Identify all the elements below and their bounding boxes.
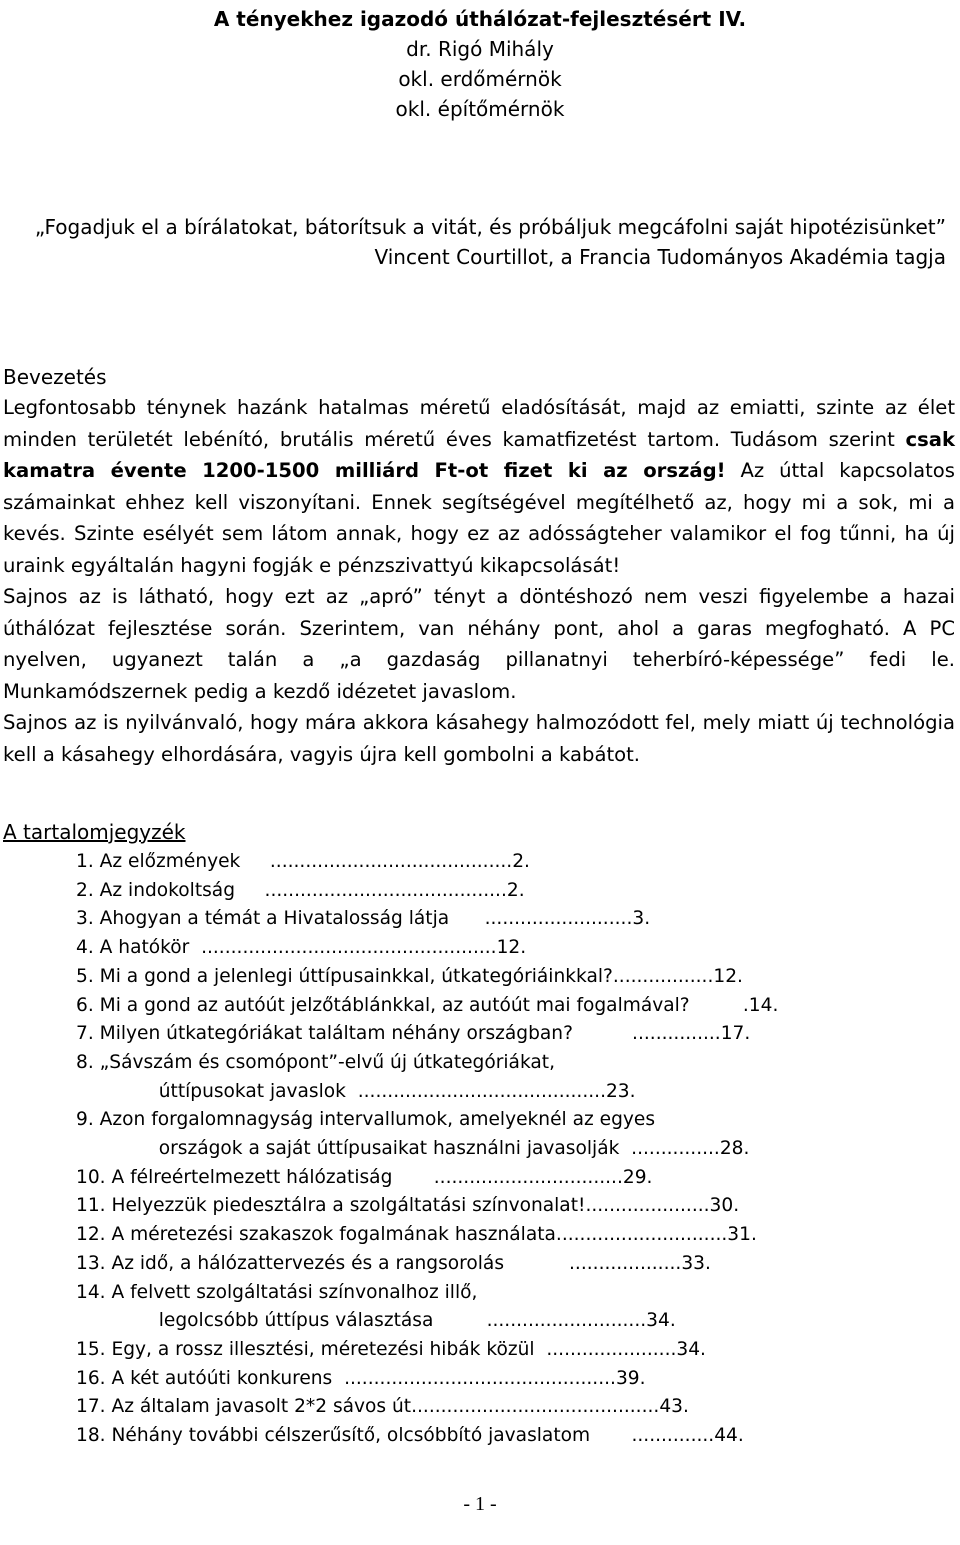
toc-heading: A tartalomjegyzék	[3, 820, 186, 844]
intro-heading: Bevezetés	[3, 365, 107, 389]
epigraph-text: „Fogadjuk el a bírálatokat, bátorítsuk a vitát, és próbáljuk megcáfolni saját hipotézisünket”	[34, 215, 946, 239]
toc-entry[interactable]: 8. „Sávszám és csomópont”-elvű új útkategóriákat,	[76, 1051, 555, 1073]
toc-entry-continuation[interactable]: legolcsóbb úttípus választása ...........................34.	[76, 1310, 676, 1332]
toc-entry-continuation[interactable]: úttípusokat javaslok ..........................................23.	[76, 1080, 636, 1102]
intro-body	[3, 392, 955, 770]
toc-entry[interactable]: 13. Az idő, a hálózattervezés és a rangsorolás ...................33.	[76, 1252, 711, 1274]
toc-entry[interactable]: 9. Azon forgalomnagyság intervallumok, amelyeknél az egyes	[76, 1109, 656, 1131]
toc-entry[interactable]: 6. Mi a gond az autóút jelzőtáblánkkal, az autóút mai fogalmával? .14.	[76, 994, 779, 1016]
toc-entry[interactable]: 7. Milyen útkategóriákat találtam néhány országban? ...............17.	[76, 1023, 751, 1045]
toc-entry[interactable]: 12. A méretezési szakaszok fogalmának használata.............................31.	[76, 1224, 757, 1246]
intro-paragraph-2: Sajnos az is látható, hogy ezt az „apró” tényt a döntéshozó nem veszi figyelembe a hazai úthálózat fejlesztése során. Szerintem, van néhány pont, ahol a garas megfogható. A PC nyelven, ugyanezt talán a „a gazdaság pillanatnyi teherbíró-képessége” fedi le. Munkamódszernek pedig a kezdő idézetet javaslom.	[3, 585, 955, 703]
author-role-1: okl. erdőmérnök	[398, 67, 562, 91]
document-title: A tényekhez igazodó úthálózat-fejlesztésért IV.	[213, 7, 747, 31]
author-name: dr. Rigó Mihály	[406, 37, 554, 61]
toc-entry[interactable]: 18. Néhány további célszerűsítő, olcsóbbító javaslatom ..............44.	[76, 1425, 744, 1447]
toc-entry-continuation[interactable]: országok a saját úttípusaikat használni javasolják ...............28.	[76, 1138, 750, 1160]
epigraph	[35, 212, 946, 272]
toc-entry[interactable]: 3. Ahogyan a témát a Hivatalosság látja .........................3.	[76, 908, 651, 930]
epigraph-attribution: Vincent Courtillot, a Francia Tudományos Akadémia tagja	[374, 245, 946, 269]
intro-p1-end: Az úttal kapcsolatos számainkat ehhez kell viszonyítani. Ennek segítségével megítélhető az, hogy mi a sok, mi a kevés. Szinte esélyét sem látom annak, hogy ez az adósságteher valamikor el fog tűnni, ha új uraink egyáltalán hagyni fogják e pénzszivattyú kikapcsolását!	[3, 459, 955, 577]
intro-paragraph-1	[3, 392, 955, 581]
document-header	[0, 4, 960, 124]
toc-entry[interactable]: 4. A hatókör ..................................................12.	[76, 937, 527, 959]
toc-entry[interactable]: 15. Egy, a rossz illesztési, méretezési hibák közül ......................34.	[76, 1338, 706, 1360]
table-of-contents	[76, 848, 876, 1451]
toc-entry[interactable]: 16. A két autóúti konkurens ..............................................39.	[76, 1367, 646, 1389]
intro-paragraph-3: Sajnos az is nyilvánvaló, hogy mára akkora kásahegy halmozódott fel, mely miatt új technológia kell a kásahegy elhordására, vagyis újra kell gombolni a kabátot.	[3, 711, 955, 766]
toc-entry[interactable]: 14. A felvett szolgáltatási színvonalhoz illő,	[76, 1281, 478, 1303]
toc-entry[interactable]: 2. Az indokoltság .........................................2.	[76, 879, 525, 901]
toc-entry[interactable]: 17. Az általam javasolt 2*2 sávos út..........................................43.	[76, 1396, 689, 1418]
intro-p1-highlight: csak kamatra évente 1200-1500 milliárd Ft-ot fizet ki az ország!	[3, 427, 955, 482]
author-role-2: okl. építőmérnök	[395, 97, 565, 121]
toc-entry[interactable]: 11. Helyezzük piedesztálra a szolgáltatási színvonalat!.....................30.	[76, 1195, 740, 1217]
toc-entry[interactable]: 1. Az előzmények .........................................2.	[76, 851, 530, 872]
toc-entry[interactable]: 10. A félreértelmezett hálózatiság ................................29.	[76, 1166, 653, 1188]
page-number: - 1 -	[463, 1493, 497, 1515]
toc-entry[interactable]: 5. Mi a gond a jelenlegi úttípusainkkal, útkategóriáinkkal?.................12.	[76, 965, 743, 987]
intro-p1-start: Legfontosabb ténynek hazánk hatalmas méretű eladósítását, majd az emiatti, szinte az élet minden területét lebénító, brutális méretű éves kamatfizetést tartom. Tudásom szerint	[3, 396, 955, 451]
